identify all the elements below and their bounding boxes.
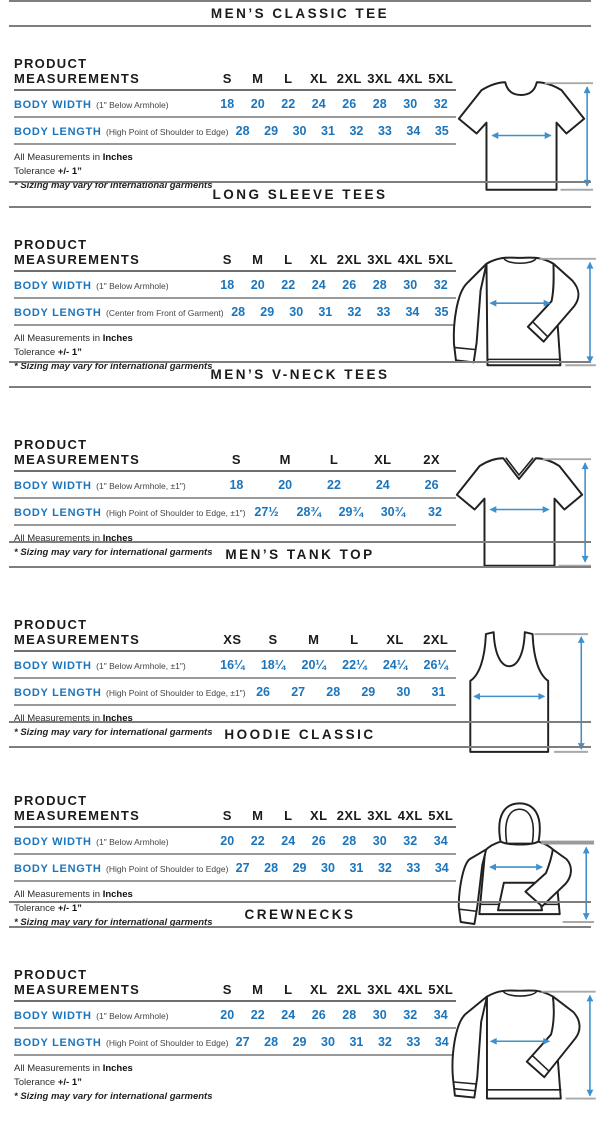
- table-header-label: PRODUCT MEASUREMENTS: [14, 967, 141, 997]
- measurement-value: 35: [434, 124, 449, 138]
- size-column-header: XL: [310, 252, 328, 267]
- measurement-value: 30: [403, 278, 418, 292]
- note-measurements: All Measurements in Inches: [14, 1063, 133, 1074]
- size-column-header: S: [222, 71, 232, 86]
- table-row-body-width: [14, 1002, 456, 1029]
- row-detail: (High Point of Shoulder to Edge): [106, 127, 229, 137]
- measurement-value: 20: [278, 478, 293, 492]
- measurement-value: 32: [433, 97, 448, 111]
- section-header: [9, 721, 591, 748]
- row-values: [212, 478, 456, 492]
- row-label: BODY WIDTH: [14, 480, 92, 492]
- measurement-value: 18: [220, 278, 235, 292]
- row-label: BODY LENGTH: [14, 1037, 102, 1049]
- table-row-body-length: [14, 499, 456, 526]
- size-column-header: XL: [374, 452, 392, 467]
- size-column-header: S: [231, 452, 241, 467]
- measurement-value: 32: [428, 505, 442, 519]
- table-header-row: [14, 793, 456, 828]
- measurement-value: 16¼: [220, 658, 245, 672]
- size-column-header: 2X: [423, 452, 440, 467]
- measurement-value: 33: [376, 305, 391, 319]
- section-header: [9, 901, 591, 928]
- note-disclaimer: * Sizing may vary for international garments: [14, 917, 213, 928]
- measurement-value: 29: [264, 124, 279, 138]
- size-column-header: L: [350, 632, 359, 647]
- row-label: BODY WIDTH: [14, 836, 92, 848]
- row-detail: (High Point of Shoulder to Edge, ±1"): [106, 688, 246, 698]
- size-column-header: S: [222, 252, 232, 267]
- measurement-value: 34: [433, 1008, 448, 1022]
- table-header-row: [14, 617, 456, 652]
- section-crewnecks: [0, 901, 600, 1102]
- row-values: [246, 505, 456, 519]
- table-row-body-width: [14, 91, 456, 118]
- measurement-value: 32: [377, 1035, 392, 1049]
- measurement-value: 30: [396, 685, 411, 699]
- measurement-value: 26: [342, 97, 357, 111]
- row-values: [212, 834, 456, 848]
- measurement-value: 29: [361, 685, 376, 699]
- row-label: BODY LENGTH: [14, 126, 102, 138]
- section-mens-classic-tee: [0, 0, 600, 191]
- measurement-value: 32: [403, 1008, 418, 1022]
- row-label-wrap: [14, 303, 224, 321]
- measurement-value: 18: [229, 478, 244, 492]
- section-header: [9, 361, 591, 388]
- size-column-header: M: [308, 632, 320, 647]
- row-values: [224, 305, 456, 319]
- row-detail: (1" Below Armhole): [96, 837, 169, 847]
- section-header: [9, 541, 591, 568]
- table-header-label: PRODUCT MEASUREMENTS: [14, 237, 141, 267]
- row-detail: (Center from Front of Garment): [106, 308, 224, 318]
- section-title: HOODIE CLASSIC: [224, 727, 376, 742]
- measurement-value: 27: [235, 1035, 250, 1049]
- size-column-header: 3XL: [367, 808, 393, 823]
- measurement-value: 28: [372, 97, 387, 111]
- size-column-header: S: [268, 632, 278, 647]
- size-column-header: 3XL: [367, 982, 393, 997]
- section-header: [9, 0, 591, 27]
- table-row-body-width: [14, 652, 456, 679]
- measurement-value: 26¼: [423, 658, 448, 672]
- size-column-headers: [212, 808, 456, 823]
- note-measurements: All Measurements in Inches: [14, 333, 133, 344]
- measurement-value: 32: [377, 861, 392, 875]
- size-column-header: 4XL: [397, 252, 423, 267]
- row-values: [228, 124, 456, 138]
- section-title: CREWNECKS: [244, 907, 356, 922]
- measurement-value: 18¼: [260, 658, 286, 672]
- row-values: [212, 97, 456, 111]
- table-header-row: [14, 967, 456, 1002]
- measurement-value: 20: [220, 1008, 235, 1022]
- measurement-value: 31: [318, 305, 333, 319]
- size-column-header: 5XL: [428, 982, 454, 997]
- row-values: [228, 1035, 456, 1049]
- table-header-label: PRODUCT MEASUREMENTS: [14, 793, 141, 823]
- size-column-header: M: [252, 71, 264, 86]
- row-label-wrap: [14, 832, 212, 850]
- measurement-value: 24¼: [382, 658, 408, 672]
- size-column-header: L: [329, 452, 339, 467]
- row-values: [212, 278, 456, 292]
- row-values: [212, 1008, 456, 1022]
- table-header-label: PRODUCT MEASUREMENTS: [14, 617, 141, 647]
- measurement-value: 29: [260, 305, 275, 319]
- size-column-header: 2XL: [423, 632, 449, 647]
- note-disclaimer: * Sizing may vary for international garments: [14, 180, 213, 191]
- size-column-header: XL: [310, 808, 328, 823]
- size-column-header: 2XL: [336, 252, 362, 267]
- measurement-value: 28¾: [296, 505, 321, 519]
- measurement-value: 30: [372, 1008, 387, 1022]
- measurement-value: 22¼: [342, 658, 367, 672]
- measurement-value: 33: [406, 1035, 421, 1049]
- measurement-value: 27: [291, 685, 306, 699]
- measurement-value: 28: [264, 1035, 279, 1049]
- row-label-wrap: [14, 656, 212, 674]
- measurement-value: 33: [377, 124, 392, 138]
- crewneck-icon: [441, 981, 599, 1122]
- size-column-header: 5XL: [428, 808, 454, 823]
- size-table: [14, 437, 456, 526]
- row-label-wrap: [14, 1006, 212, 1024]
- row-values: [212, 658, 456, 672]
- measurement-value: 34: [433, 834, 448, 848]
- row-detail: (High Point of Shoulder to Edge, ±1"): [106, 508, 246, 518]
- note-tolerance: Tolerance +/- 1”: [14, 903, 82, 914]
- measurement-value: 22: [327, 478, 341, 492]
- measurement-value: 20: [220, 834, 235, 848]
- measurement-value: 30: [372, 834, 387, 848]
- row-label: BODY LENGTH: [14, 863, 102, 875]
- measurement-value: 31: [321, 124, 335, 138]
- note-disclaimer: * Sizing may vary for international garments: [14, 547, 213, 558]
- size-column-header: 2XL: [336, 71, 362, 86]
- measurement-value: 26: [342, 278, 357, 292]
- measurement-value: 28: [342, 834, 357, 848]
- row-label: BODY WIDTH: [14, 99, 92, 111]
- section-header: [9, 181, 591, 208]
- size-table: [14, 967, 456, 1056]
- measurement-value: 31: [349, 1035, 364, 1049]
- size-table: [14, 617, 456, 706]
- size-column-headers: [212, 632, 456, 647]
- size-column-headers: [212, 452, 456, 467]
- measurement-value: 28: [326, 685, 341, 699]
- section-title: MEN’S TANK TOP: [225, 547, 375, 562]
- table-header-label: PRODUCT MEASUREMENTS: [14, 437, 141, 467]
- section-title: MEN’S CLASSIC TEE: [210, 6, 390, 21]
- measurement-value: 26: [311, 1008, 326, 1022]
- measurement-value: 22: [250, 1008, 265, 1022]
- row-label-wrap: [14, 859, 228, 877]
- size-table: [14, 56, 456, 145]
- table-header-label: PRODUCT MEASUREMENTS: [14, 56, 141, 86]
- measurement-value: 24: [311, 97, 326, 111]
- row-label-wrap: [14, 95, 212, 113]
- size-column-headers: [212, 71, 456, 86]
- measurement-value: 24: [281, 1008, 296, 1022]
- measurement-value: 34: [434, 1035, 449, 1049]
- size-column-headers: [212, 982, 456, 997]
- table-row-body-width: [14, 828, 456, 855]
- table-header-row: [14, 237, 456, 272]
- measurement-value: 27: [235, 861, 250, 875]
- measurement-value: 20¼: [301, 658, 326, 672]
- measurement-value: 35: [434, 305, 449, 319]
- measurement-value: 28: [342, 1008, 357, 1022]
- row-label: BODY LENGTH: [14, 307, 102, 319]
- measurement-value: 18: [220, 97, 235, 111]
- measurement-value: 24: [311, 278, 326, 292]
- row-label-wrap: [14, 276, 212, 294]
- size-column-header: 5XL: [428, 71, 454, 86]
- table-row-body-length: [14, 679, 456, 706]
- size-column-header: 3XL: [367, 71, 393, 86]
- size-column-header: M: [279, 452, 291, 467]
- note-tolerance: Tolerance +/- 1”: [14, 347, 82, 358]
- size-column-header: L: [284, 71, 293, 86]
- measurement-value: 26: [424, 478, 439, 492]
- measurement-value: 22: [281, 97, 296, 111]
- row-label: BODY WIDTH: [14, 280, 92, 292]
- table-row-body-length: [14, 855, 456, 882]
- measurement-value: 28: [264, 861, 279, 875]
- measurement-value: 33: [406, 861, 421, 875]
- row-label-wrap: [14, 476, 212, 494]
- measurement-value: 31: [349, 861, 364, 875]
- size-table: [14, 793, 456, 882]
- note-measurements: All Measurements in Inches: [14, 889, 133, 900]
- measurement-value: 26: [311, 834, 326, 848]
- row-label: BODY LENGTH: [14, 687, 102, 699]
- row-detail: (1" Below Armhole, ±1"): [96, 661, 186, 671]
- size-column-header: S: [222, 982, 232, 997]
- size-column-header: 4XL: [397, 982, 423, 997]
- row-detail: (High Point of Shoulder to Edge): [106, 864, 229, 874]
- section-title: MEN’S V-NECK TEES: [210, 367, 390, 382]
- note-disclaimer: * Sizing may vary for international garments: [14, 361, 213, 372]
- measurement-value: 27½: [254, 505, 279, 519]
- size-column-header: 2XL: [336, 982, 362, 997]
- row-detail: (1" Below Armhole): [96, 1011, 169, 1021]
- measurement-value: 32: [347, 305, 362, 319]
- section-title: LONG SLEEVE TEES: [212, 187, 388, 202]
- size-column-header: M: [252, 252, 264, 267]
- measurement-value: 32: [349, 124, 364, 138]
- row-label: BODY WIDTH: [14, 660, 92, 672]
- note-tolerance: Tolerance +/- 1”: [14, 1077, 82, 1088]
- measurement-value: 30: [289, 305, 304, 319]
- row-label-wrap: [14, 122, 228, 140]
- size-column-header: XL: [310, 71, 328, 86]
- measurement-value: 34: [405, 305, 420, 319]
- measurement-value: 24: [375, 478, 390, 492]
- note-measurements: All Measurements in Inches: [14, 533, 133, 544]
- row-label-wrap: [14, 1033, 228, 1051]
- row-label: BODY WIDTH: [14, 1010, 92, 1022]
- table-row-body-width: [14, 472, 456, 499]
- row-detail: (1" Below Armhole): [96, 281, 169, 291]
- size-column-header: XL: [310, 982, 328, 997]
- row-detail: (1" Below Armhole, ±1"): [96, 481, 186, 491]
- measurement-value: 34: [434, 861, 449, 875]
- table-row-body-length: [14, 299, 456, 326]
- size-column-header: M: [252, 982, 264, 997]
- size-column-header: 2XL: [336, 808, 362, 823]
- measurement-value: 29: [292, 861, 307, 875]
- size-column-header: XS: [223, 632, 242, 647]
- measurement-value: 30: [403, 97, 418, 111]
- table-row-body-length: [14, 1029, 456, 1056]
- size-column-header: L: [284, 808, 293, 823]
- table-header-row: [14, 437, 456, 472]
- size-column-header: XL: [386, 632, 404, 647]
- measurement-value: 32: [433, 278, 448, 292]
- measurement-value: 29: [292, 1035, 307, 1049]
- size-column-header: S: [222, 808, 232, 823]
- measurement-value: 30¾: [380, 505, 406, 519]
- size-column-header: 5XL: [428, 252, 454, 267]
- measurement-value: 22: [281, 278, 296, 292]
- measurement-value: 20: [250, 97, 265, 111]
- row-detail: (1" Below Armhole): [96, 100, 169, 110]
- row-label-wrap: [14, 503, 246, 521]
- measurement-value: 30: [321, 1035, 335, 1049]
- note-measurements: All Measurements in Inches: [14, 152, 133, 163]
- size-column-header: M: [252, 808, 264, 823]
- measurement-value: 34: [406, 124, 421, 138]
- size-column-header: 4XL: [397, 808, 423, 823]
- measurement-value: 30: [292, 124, 307, 138]
- measurement-value: 26: [256, 685, 271, 699]
- row-values: [246, 685, 456, 699]
- measurement-value: 29¾: [338, 505, 363, 519]
- row-label-wrap: [14, 683, 246, 701]
- note-disclaimer: * Sizing may vary for international garments: [14, 1091, 213, 1102]
- measurement-value: 28: [372, 278, 387, 292]
- measurement-value: 28: [231, 305, 246, 319]
- measurement-value: 28: [235, 124, 250, 138]
- measurement-value: 31: [431, 685, 446, 699]
- size-column-header: 4XL: [397, 71, 423, 86]
- note-disclaimer: * Sizing may vary for international garments: [14, 727, 213, 738]
- table-row-body-length: [14, 118, 456, 145]
- measurement-value: 22: [250, 834, 265, 848]
- note-tolerance: Tolerance +/- 1”: [14, 166, 82, 177]
- measurement-value: 32: [403, 834, 418, 848]
- table-header-row: [14, 56, 456, 91]
- row-values: [228, 861, 456, 875]
- section-content: [0, 967, 600, 1112]
- size-column-header: L: [284, 252, 293, 267]
- table-row-body-width: [14, 272, 456, 299]
- size-column-headers: [212, 252, 456, 267]
- row-label: BODY LENGTH: [14, 507, 102, 519]
- size-table: [14, 237, 456, 326]
- measurement-value: 20: [250, 278, 265, 292]
- measurement-value: 30: [321, 861, 335, 875]
- note-measurements: All Measurements in Inches: [14, 713, 133, 724]
- size-column-header: 3XL: [367, 252, 393, 267]
- row-detail: (High Point of Shoulder to Edge): [106, 1038, 229, 1048]
- measurement-value: 24: [281, 834, 296, 848]
- section-long-sleeve-tees: [0, 181, 600, 372]
- size-column-header: L: [284, 982, 293, 997]
